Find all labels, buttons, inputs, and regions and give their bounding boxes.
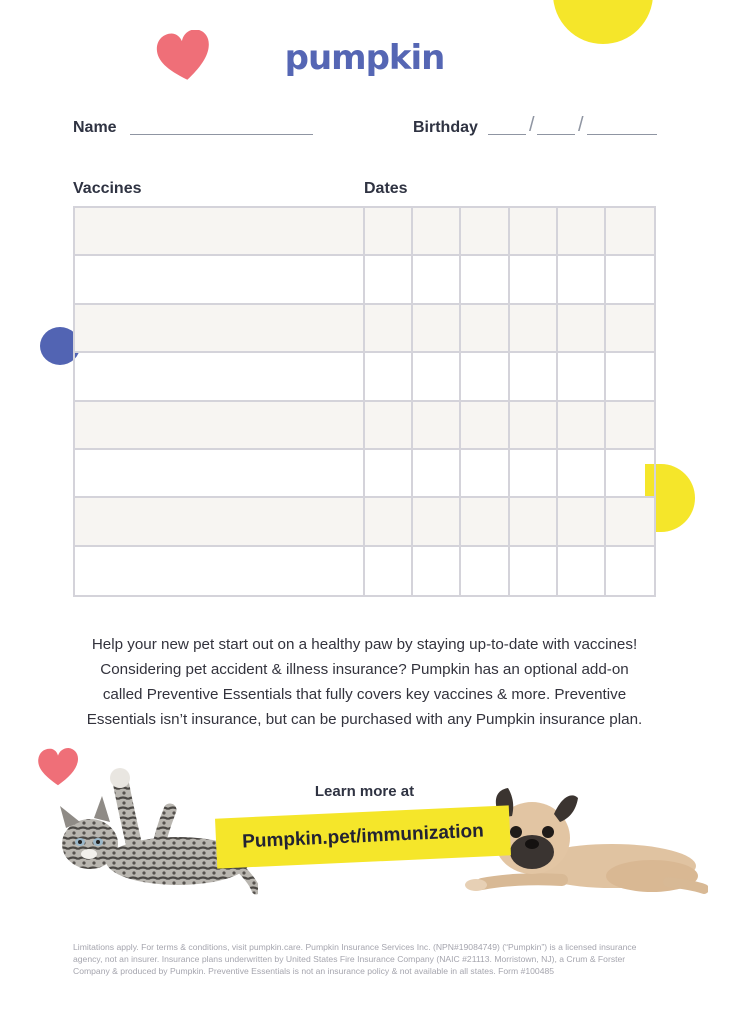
- vaccine-date-cell[interactable]: [413, 402, 461, 450]
- date-separator: /: [529, 114, 535, 136]
- vaccine-date-cell[interactable]: [558, 402, 606, 450]
- vaccine-date-cell[interactable]: [461, 353, 509, 401]
- vaccine-date-cell[interactable]: [461, 498, 509, 546]
- vaccine-date-cell[interactable]: [558, 450, 606, 498]
- vaccine-date-cell[interactable]: [606, 353, 654, 401]
- vaccine-date-cell[interactable]: [606, 305, 654, 353]
- vaccine-date-cell[interactable]: [413, 498, 461, 546]
- paragraph-line: Help your new pet start out on a healthy paw by staying up-to-date with vaccines!: [91, 636, 638, 653]
- name-label: Name: [73, 119, 117, 136]
- vaccines-header: Vaccines: [73, 180, 142, 197]
- vaccine-date-cell[interactable]: [558, 305, 606, 353]
- vaccine-date-cell[interactable]: [461, 402, 509, 450]
- vaccine-date-cell[interactable]: [510, 498, 558, 546]
- vaccine-date-cell[interactable]: [365, 450, 413, 498]
- vaccine-date-cell[interactable]: [365, 256, 413, 304]
- vaccine-date-cell[interactable]: [558, 498, 606, 546]
- vaccine-date-cell[interactable]: [510, 450, 558, 498]
- vaccine-date-cell[interactable]: [365, 305, 413, 353]
- vaccine-date-cell[interactable]: [461, 547, 509, 595]
- vaccine-date-cell[interactable]: [558, 256, 606, 304]
- vaccine-date-cell[interactable]: [606, 547, 654, 595]
- vaccine-date-cell[interactable]: [413, 547, 461, 595]
- vaccine-date-cell[interactable]: [413, 208, 461, 256]
- vaccine-date-cell[interactable]: [365, 498, 413, 546]
- vaccine-date-cell[interactable]: [413, 353, 461, 401]
- birthday-day-line[interactable]: [537, 134, 575, 135]
- vaccine-date-cell[interactable]: [606, 450, 654, 498]
- vaccine-date-cell[interactable]: [461, 305, 509, 353]
- vaccine-date-cell[interactable]: [461, 450, 509, 498]
- immunization-link[interactable]: Pumpkin.pet/immunization: [241, 820, 485, 853]
- info-paragraph: [40, 632, 689, 732]
- vaccine-date-cell[interactable]: [413, 256, 461, 304]
- name-field-line[interactable]: [130, 134, 313, 135]
- paragraph-line: Essentials isn’t insurance, but can be purchased with any Pumpkin insurance plan.: [86, 711, 643, 728]
- birthday-year-line[interactable]: [587, 134, 657, 135]
- vaccine-name-cell[interactable]: [75, 547, 365, 595]
- vaccine-name-cell[interactable]: [75, 256, 365, 304]
- vaccine-name-cell[interactable]: [75, 498, 365, 546]
- vaccine-table: [73, 206, 656, 597]
- pumpkin-logo: pumpkin: [284, 38, 445, 78]
- vaccine-date-cell[interactable]: [365, 353, 413, 401]
- vaccine-date-cell[interactable]: [606, 402, 654, 450]
- legal-disclaimer: Limitations apply. For terms & conditions, visit pumpkin.care. Pumpkin Insurance Services Inc. (NPN#19084749) (“Pumpkin”) is a licensed insurance agency, not an insurer. Insurance plans underwritten by United States Fire Insurance Company (NAIC #21113. Morristown, NJ), a Crum & Forster Company & produced by Pumpkin. Preventive Essentials is not an insurance policy & not available in all states. Form #100485: [73, 942, 637, 976]
- vaccine-date-cell[interactable]: [365, 402, 413, 450]
- vaccine-date-cell[interactable]: [510, 402, 558, 450]
- vaccine-date-cell[interactable]: [461, 208, 509, 256]
- vaccine-name-cell[interactable]: [75, 208, 365, 256]
- vaccine-date-cell[interactable]: [365, 208, 413, 256]
- vaccine-date-cell[interactable]: [606, 498, 654, 546]
- vaccine-date-cell[interactable]: [510, 547, 558, 595]
- paragraph-line: called Preventive Essentials that fully covers key vaccines & more. Preventive: [102, 686, 627, 703]
- vaccine-date-cell[interactable]: [558, 547, 606, 595]
- vaccine-date-cell[interactable]: [606, 208, 654, 256]
- vaccine-name-cell[interactable]: [75, 305, 365, 353]
- vaccine-name-cell[interactable]: [75, 353, 365, 401]
- dates-header: Dates: [364, 180, 408, 197]
- vaccine-date-cell[interactable]: [365, 547, 413, 595]
- birthday-month-line[interactable]: [488, 134, 526, 135]
- vaccine-date-cell[interactable]: [510, 208, 558, 256]
- vaccine-date-cell[interactable]: [510, 353, 558, 401]
- vaccine-date-cell[interactable]: [510, 305, 558, 353]
- vaccine-date-cell[interactable]: [606, 256, 654, 304]
- paragraph-line: Considering pet accident & illness insurance? Pumpkin has an optional add-on: [100, 661, 629, 678]
- vaccine-date-cell[interactable]: [461, 256, 509, 304]
- vaccine-name-cell[interactable]: [75, 402, 365, 450]
- vaccine-date-cell[interactable]: [558, 208, 606, 256]
- vaccine-name-cell[interactable]: [75, 450, 365, 498]
- vaccine-date-cell[interactable]: [413, 450, 461, 498]
- learn-more-text: Learn more at: [314, 783, 415, 800]
- vaccine-date-cell[interactable]: [558, 353, 606, 401]
- vaccine-date-cell[interactable]: [510, 256, 558, 304]
- date-separator: /: [578, 114, 584, 136]
- birthday-label: Birthday: [413, 119, 478, 136]
- vaccine-date-cell[interactable]: [413, 305, 461, 353]
